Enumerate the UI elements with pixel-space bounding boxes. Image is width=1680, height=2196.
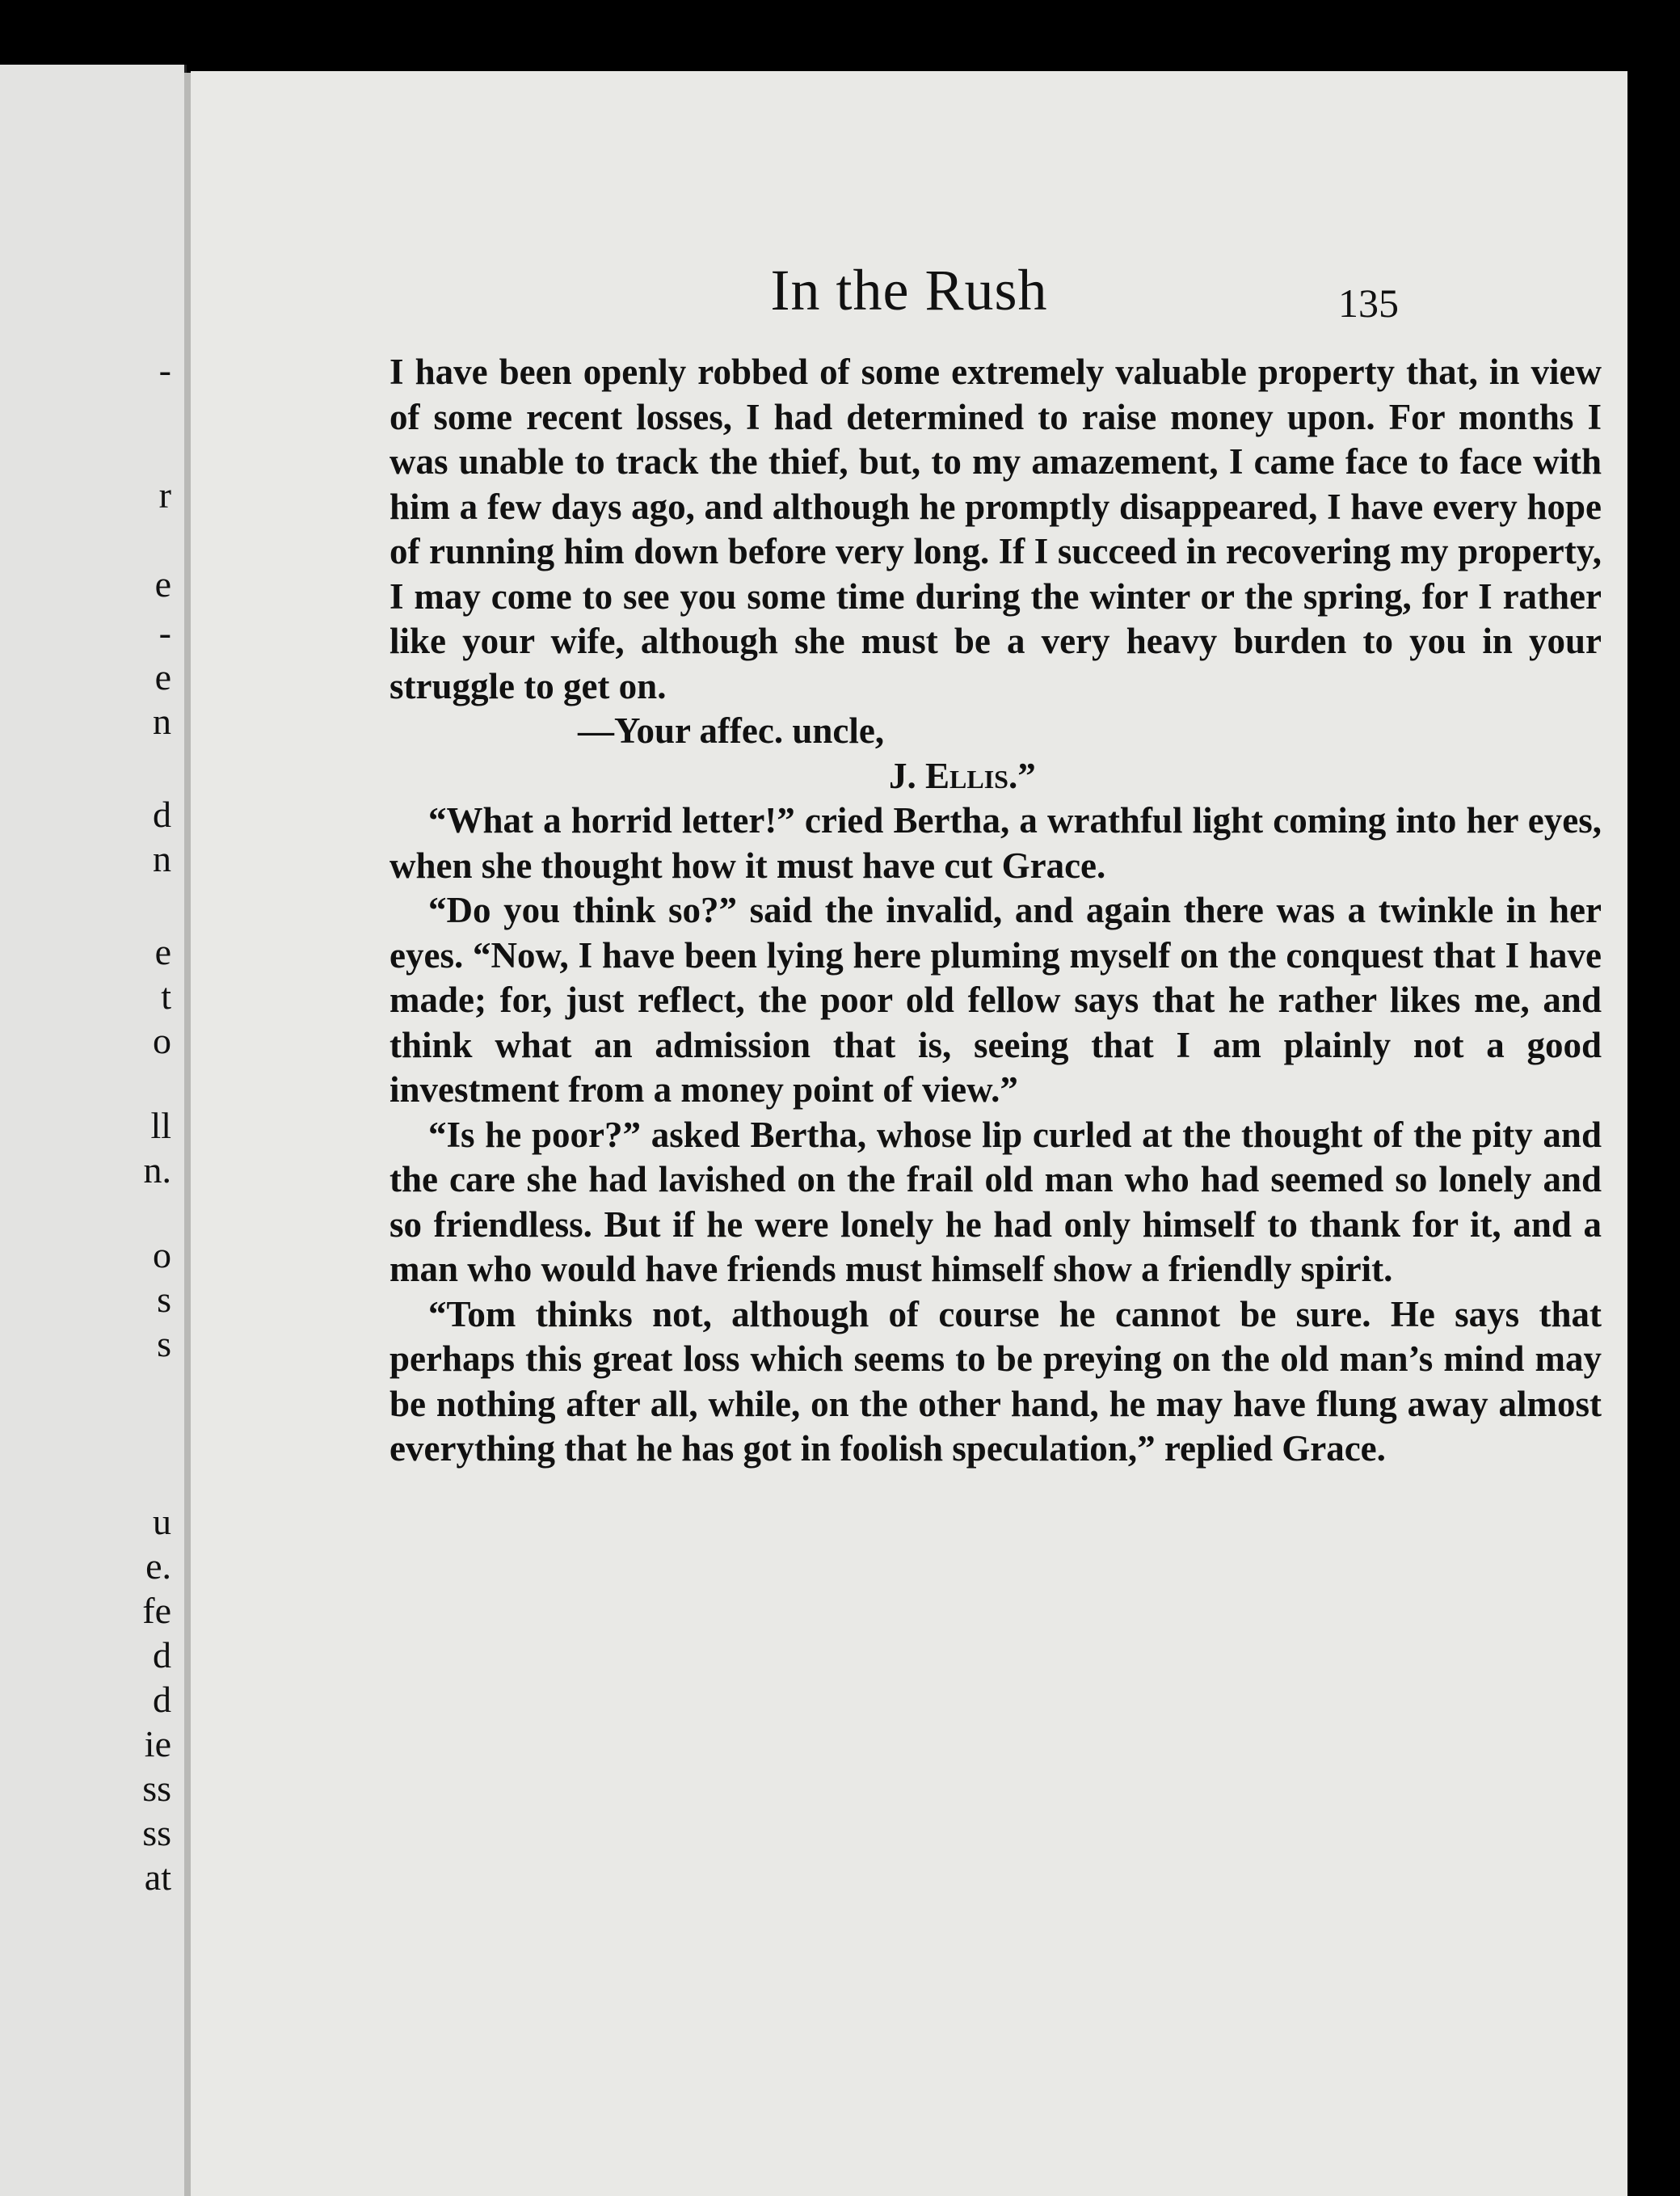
paragraph: “Is he poor?” asked Bertha, whose lip curled at the thought of the pity and the care she had lavished on the frail old man who had seemed so lonely and so friendless. But if he were lonely he had only himself to thank for it, and a man who would have friends must himself show a friendly spirit. bbox=[389, 1114, 1602, 1289]
paragraph: “What a horrid letter!” cried Bertha, a wrathful light coming into her eyes, when she thought how it must have cut Grace. bbox=[389, 800, 1602, 886]
left-fragment: n. bbox=[143, 1149, 171, 1191]
page-body bbox=[389, 350, 1602, 1472]
left-page-edge bbox=[0, 65, 187, 2196]
left-fragment: e bbox=[154, 563, 171, 605]
left-fragment: fe bbox=[142, 1590, 171, 1631]
left-fragment: d bbox=[153, 1679, 171, 1720]
letter-closing: —Your affec. uncle, bbox=[578, 710, 885, 751]
book-spine-gutter bbox=[184, 73, 191, 2196]
left-page-fragments bbox=[0, 65, 184, 2196]
left-fragment: at bbox=[144, 1857, 171, 1898]
signature-name: Ellis.” bbox=[925, 755, 1036, 796]
left-fragment: n bbox=[153, 838, 171, 879]
left-fragment: ll bbox=[150, 1105, 171, 1146]
left-fragment: s bbox=[157, 1279, 171, 1320]
left-fragment: d bbox=[153, 794, 171, 835]
letter-body: I have been openly robbed of some extremely valuable property that, in view of some recent losses, I had determined to raise money upon. For months I was unable to track the thief, but, to my amazement, I came face to face with him a few days ago, and although he promptly disappeared, I have every hope of running him down before very long. If I succeed in recovering my property, I may come to see you some time during the winter or the spring, for I rather like your wife, although she must be a very heavy burden to you in your struggle to get on. bbox=[389, 352, 1602, 706]
left-fragment: r bbox=[158, 474, 171, 516]
running-head: In the Rush bbox=[770, 258, 1048, 322]
left-fragment: ss bbox=[142, 1768, 171, 1809]
left-fragment: e bbox=[154, 656, 171, 698]
left-fragment: s bbox=[157, 1323, 171, 1364]
left-fragment: e bbox=[154, 931, 171, 972]
left-fragment: ss bbox=[142, 1812, 171, 1853]
left-fragment: u bbox=[153, 1501, 171, 1542]
letter-signature bbox=[389, 754, 1602, 799]
paragraph: “Do you think so?” said the invalid, and again there was a twinkle in her eyes. “Now, I have been lying here pluming myself on the conquest that I have made; for, just reflect, the poor old fellow says that he rather likes me, and think what an admission that is, seeing that I am plainly not a good investment from a money point of view.” bbox=[389, 890, 1602, 1110]
left-fragment: o bbox=[153, 1020, 171, 1061]
left-fragment: n bbox=[153, 701, 171, 742]
left-fragment: ie bbox=[144, 1723, 171, 1764]
left-fragment: - bbox=[158, 349, 171, 390]
left-fragment: o bbox=[153, 1234, 171, 1275]
paragraph: “Tom thinks not, although of course he cannot be sure. He says that perhaps this great loss which seems to be preying on the old man’s mind may be nothing after all, while, on the other hand, he may have flung away almost everything that he has got in foolish speculation,” replied Grace. bbox=[389, 1293, 1602, 1469]
signature-initial: J. bbox=[889, 755, 925, 796]
left-fragment: d bbox=[153, 1634, 171, 1675]
book-page bbox=[191, 71, 1627, 2196]
left-fragment: e. bbox=[145, 1545, 171, 1587]
left-fragment: t bbox=[161, 976, 171, 1017]
page-number: 135 bbox=[1338, 280, 1399, 326]
left-fragment: - bbox=[158, 612, 171, 653]
